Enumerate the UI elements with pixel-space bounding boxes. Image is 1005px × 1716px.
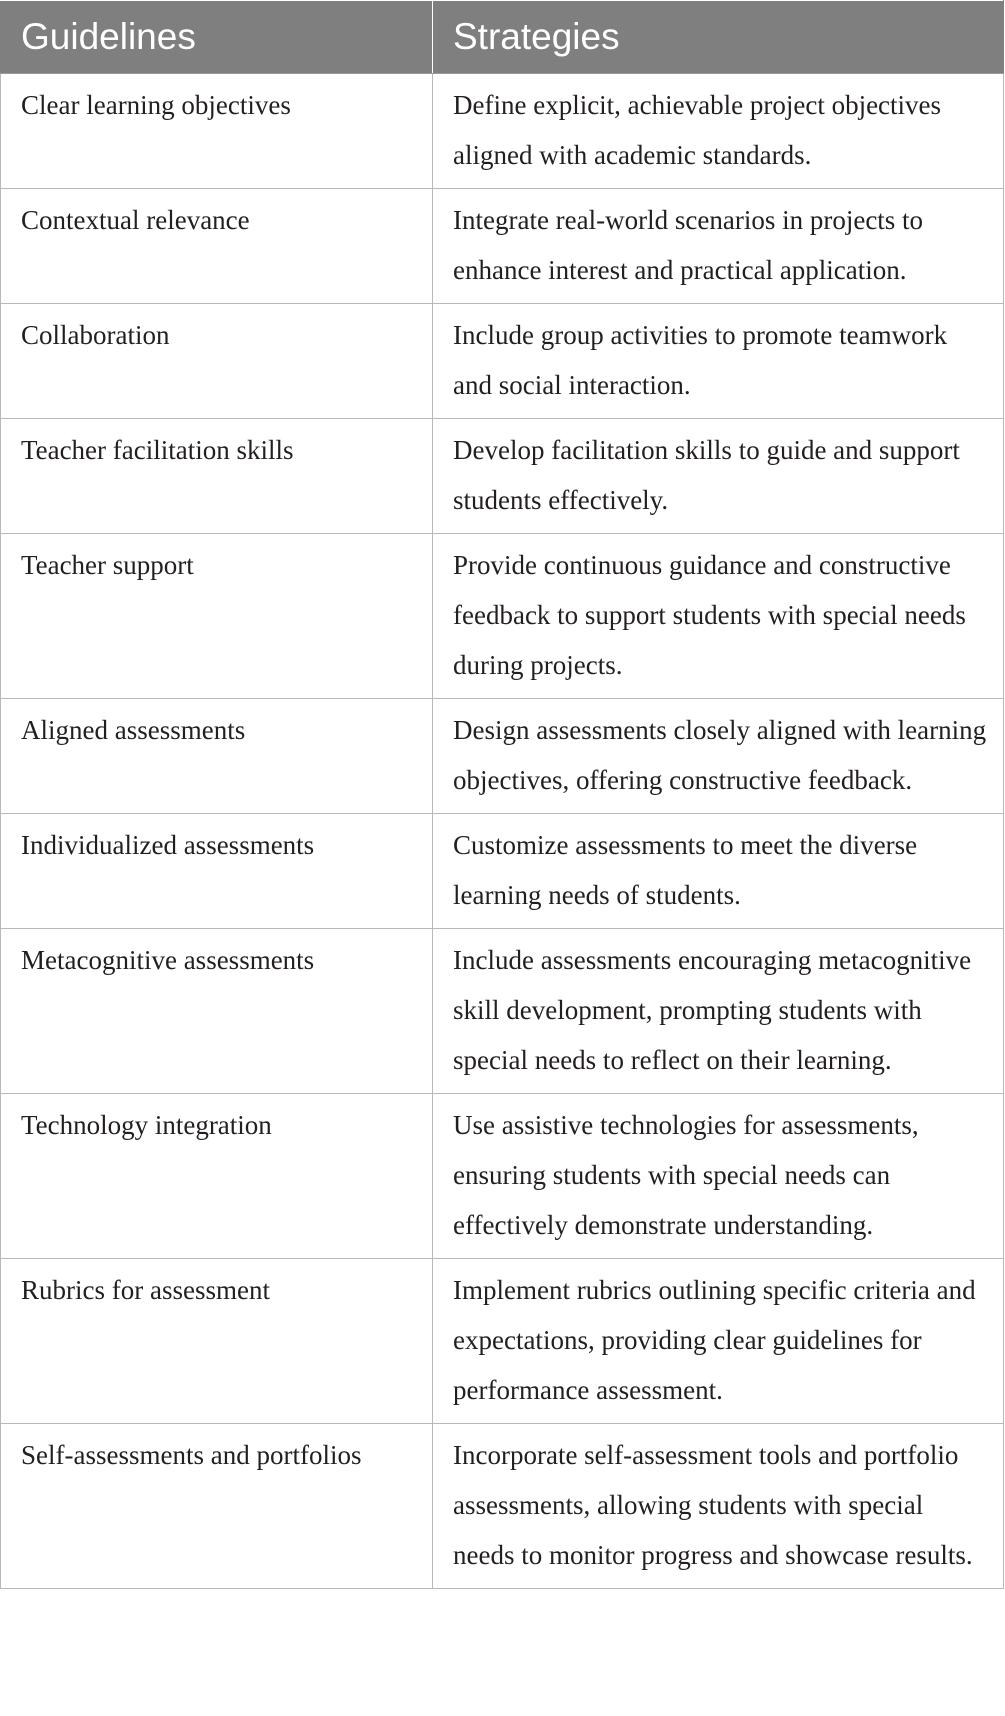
strategy-cell: Use assistive technologies for assessments, ensuring students with special needs can effectively demonstrate understanding. xyxy=(433,1094,1004,1259)
strategy-cell: Customize assessments to meet the diverse learning needs of students. xyxy=(433,814,1004,929)
guideline-cell: Technology integration xyxy=(1,1094,433,1259)
strategy-cell: Include group activities to promote teamwork and social interaction. xyxy=(433,304,1004,419)
table-row xyxy=(1,419,1004,534)
guideline-cell: Teacher support xyxy=(1,534,433,699)
table-row xyxy=(1,699,1004,814)
strategy-cell: Integrate real-world scenarios in projects to enhance interest and practical application. xyxy=(433,189,1004,304)
strategy-cell: Provide continuous guidance and constructive feedback to support students with special needs during projects. xyxy=(433,534,1004,699)
guideline-cell: Aligned assessments xyxy=(1,699,433,814)
strategy-cell: Design assessments closely aligned with learning objectives, offering constructive feedback. xyxy=(433,699,1004,814)
table-row xyxy=(1,1259,1004,1424)
header-row xyxy=(1,1,1004,74)
strategy-cell: Develop facilitation skills to guide and support students effectively. xyxy=(433,419,1004,534)
table-header xyxy=(1,1,1004,74)
strategy-cell: Include assessments encouraging metacognitive skill development, prompting students with special needs to reflect on their learning. xyxy=(433,929,1004,1094)
strategy-cell: Implement rubrics outlining specific criteria and expectations, providing clear guidelines for performance assessment. xyxy=(433,1259,1004,1424)
strategy-cell: Define explicit, achievable project objectives aligned with academic standards. xyxy=(433,74,1004,189)
strategy-cell: Incorporate self-assessment tools and portfolio assessments, allowing students with special needs to monitor progress and showcase results. xyxy=(433,1424,1004,1589)
table-row xyxy=(1,304,1004,419)
table-row xyxy=(1,1094,1004,1259)
table-body xyxy=(1,74,1004,1589)
table-row xyxy=(1,929,1004,1094)
header-strategies: Strategies xyxy=(433,1,1004,74)
table-row xyxy=(1,814,1004,929)
table-row xyxy=(1,534,1004,699)
guideline-cell: Rubrics for assessment xyxy=(1,1259,433,1424)
table-row xyxy=(1,74,1004,189)
guideline-cell: Clear learning objectives xyxy=(1,74,433,189)
guideline-cell: Individualized assessments xyxy=(1,814,433,929)
guideline-cell: Metacognitive assessments xyxy=(1,929,433,1094)
table-row xyxy=(1,189,1004,304)
guideline-cell: Teacher facilitation skills xyxy=(1,419,433,534)
guideline-cell: Contextual relevance xyxy=(1,189,433,304)
guideline-cell: Collaboration xyxy=(1,304,433,419)
header-guidelines: Guidelines xyxy=(1,1,433,74)
guideline-cell: Self-assessments and portfolios xyxy=(1,1424,433,1589)
table-row xyxy=(1,1424,1004,1589)
